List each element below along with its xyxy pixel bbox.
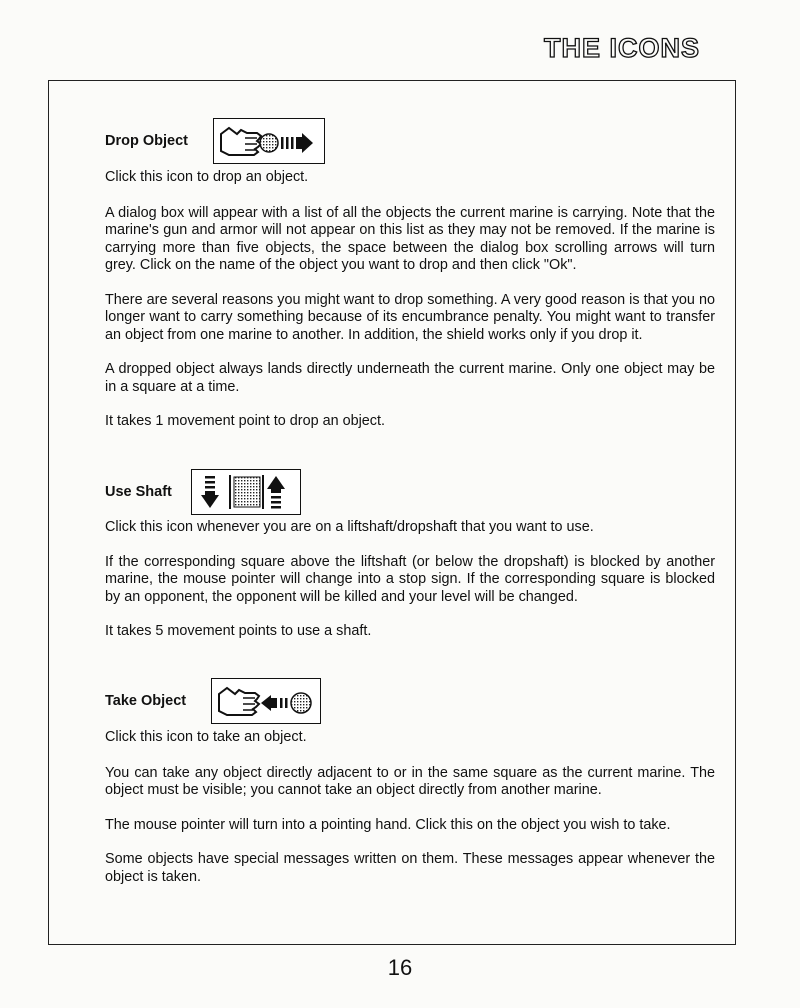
liftshaft-icon — [193, 471, 299, 513]
drop-object-paragraph: A dialog box will appear with a list of all the objects the current marine is carrying. Note that the marine's gun and armor will not appear on this list as they may not be removed. If the marine is carrying more than five objects, the space between the dialog box scrolling arrows will turn grey. Click on the name of the object you want to drop and then click "Ok". — [105, 204, 715, 273]
page-header-title: THE ICONS — [543, 33, 700, 63]
take-object-paragraph: Click this icon to take an object. — [105, 729, 307, 745]
take-object-heading — [105, 678, 321, 724]
drop-object-paragraph: A dropped object always lands directly underneath the current marine. Only one object may be in a square at a time. — [105, 361, 715, 395]
use-shaft-body — [105, 519, 715, 641]
use-shaft-icon-box — [191, 469, 301, 515]
drop-object-paragraph: There are several reasons you might want to drop something. A very good reason is that you no longer want to carry something because of its encumbrance penalty. You might want to transfer an object from one marine to another. In addition, the shield works only if you drop it. — [105, 291, 715, 343]
drop-object-body — [105, 169, 715, 431]
use-shaft-label: Use Shaft — [105, 484, 172, 500]
use-shaft-paragraph: It takes 5 movement points to use a shaft. — [105, 623, 372, 639]
hand-taking-ball-icon — [213, 680, 319, 722]
take-object-label: Take Object — [105, 693, 187, 709]
drop-object-paragraph: It takes 1 movement point to drop an object. — [105, 413, 385, 429]
use-shaft-paragraph: Click this icon whenever you are on a liftshaft/dropshaft that you want to use. — [105, 519, 594, 535]
take-object-paragraph: The mouse pointer will turn into a pointing hand. Click this on the object you wish to take. — [105, 816, 671, 833]
drop-object-label: Drop Object — [105, 133, 188, 149]
take-object-body — [105, 729, 715, 886]
use-shaft-heading — [105, 469, 301, 515]
use-shaft-paragraph: If the corresponding square above the liftshaft (or below the dropshaft) is blocked by another marine, the mouse pointer will change into a stop sign. If the corresponding square is blocked by an opponent, the opponent will be killed and your level will be changed. — [105, 553, 715, 605]
take-object-paragraph: Some objects have special messages written on them. These messages appear whenever the object is taken. — [105, 851, 715, 885]
hand-dropping-ball-icon — [215, 120, 323, 162]
drop-object-paragraph: Click this icon to drop an object. — [105, 169, 309, 185]
take-object-paragraph: You can take any object directly adjacent to or in the same square as the current marine. The object must be visible; you cannot take an object directly from another marine. — [105, 764, 715, 798]
drop-object-heading — [105, 118, 325, 164]
page-number: 16 — [387, 955, 413, 980]
drop-object-icon-box — [213, 118, 325, 164]
take-object-icon-box — [211, 678, 321, 724]
